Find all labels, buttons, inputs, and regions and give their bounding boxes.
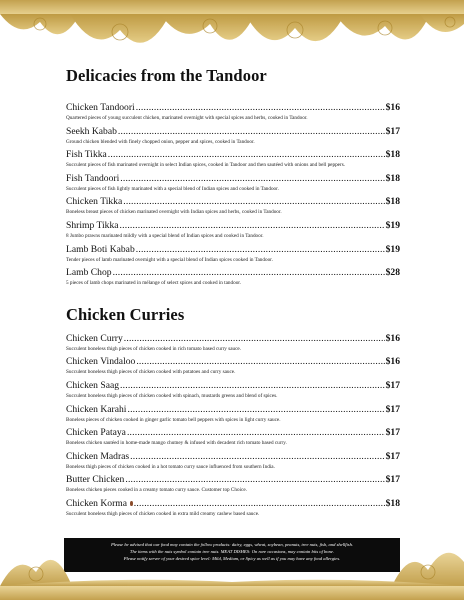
menu-item-name: Shrimp Tikka: [66, 219, 119, 231]
dot-leader: [130, 451, 384, 463]
menu-item-name: Lamb Chop: [66, 267, 112, 279]
menu-item-description: Succulent boneless thigh pieces of chicken cooked with spinach, mustards greens and blend of spices.: [66, 392, 278, 399]
menu-item-price: $17: [385, 450, 400, 462]
menu-item-description: Boneless chicken sautéed in home-made mango chutney & infused with decadent rich tomato based curry.: [66, 440, 287, 447]
menu-item-description: Tender pieces of lamb marinated overnight with a special blend of Indian spices cooked in Tandoor.: [66, 256, 273, 263]
menu-item-price: $17: [385, 403, 400, 415]
menu-item-price: $28: [385, 267, 400, 279]
notice-line: The items with the nuts symbol contain tree nuts. MEAT DISHES: On rare occasions, may contain bits of bone.: [129, 549, 335, 555]
menu-item: [66, 404, 400, 424]
menu-item: [66, 126, 400, 146]
menu-item-description: 8 Jumbo prawns marinated mildly with a special blend of Indian spices and cooked in Tandoor.: [66, 232, 264, 239]
menu-item-row: [66, 196, 400, 208]
curries-item-list: [66, 333, 400, 518]
menu-item-row: [66, 404, 400, 416]
menu-item: [66, 380, 400, 400]
menu-item-name: Chicken Curry: [66, 332, 123, 344]
menu-item-name: Chicken Korma: [66, 497, 128, 509]
nuts-icon: [130, 501, 133, 506]
menu-item-name: Chicken Saag: [66, 379, 120, 391]
menu-item: [66, 356, 400, 376]
menu-item-description: Succulent pieces of fish lightly marinated with a special blend of Indian spices and cooked in Tandoor.: [66, 185, 279, 192]
menu-item: [66, 149, 400, 169]
dot-leader: [124, 333, 385, 345]
menu-item-description: Succulent boneless thigh pieces of chicken cooked in extra mild creamy cashew based sauce.: [66, 510, 260, 517]
section-tandoor: [66, 66, 400, 287]
dot-leader: [118, 126, 385, 138]
menu-item-price: $19: [385, 219, 400, 231]
menu-item-name: Chicken Tandoori: [66, 102, 135, 113]
menu-item: [66, 220, 400, 240]
menu-item-row: [66, 126, 400, 138]
menu-item-price: $18: [385, 172, 400, 184]
menu-item-name: Fish Tikka: [66, 149, 107, 161]
menu-item-price: $17: [385, 125, 400, 137]
menu-item-row: [66, 173, 400, 185]
menu-item-name: Fish Tandoori: [66, 172, 120, 184]
menu-item-price: $17: [385, 474, 400, 486]
dot-leader: [120, 380, 385, 392]
dot-leader: [120, 220, 385, 232]
menu-item-price: $17: [385, 427, 400, 439]
menu-item-row: [66, 102, 400, 114]
section-chicken-curries: [66, 305, 400, 518]
menu-item-row: [66, 149, 400, 161]
menu-item-name: Butter Chicken: [66, 474, 125, 486]
menu-item: [66, 267, 400, 287]
menu-item: [66, 451, 400, 471]
menu-item-price: $17: [385, 379, 400, 391]
dot-leader: [123, 196, 384, 208]
menu-item-price: $16: [385, 332, 400, 344]
notice-line: Please be advised that our food may contain the follow products: dairy, eggs, wheat, soybean, peanuts, tree nuts, fish, and shellfish.: [110, 542, 354, 547]
dot-leader: [134, 498, 385, 510]
menu-item: [66, 427, 400, 447]
dot-leader: [136, 102, 385, 114]
menu-item: [66, 173, 400, 193]
dot-leader: [127, 427, 385, 439]
menu-item-name: Chicken Pataya: [66, 427, 126, 439]
menu-item: [66, 474, 400, 494]
menu-item-description: Succulent boneless thigh pieces of chicken cooked with potatoes and curry sauce.: [66, 369, 236, 376]
menu-item-price: $19: [385, 243, 400, 255]
dot-leader: [127, 404, 384, 416]
menu-item-price: $16: [385, 102, 400, 113]
menu-item-row: [66, 333, 400, 345]
menu-item-row: [66, 220, 400, 232]
dot-leader: [125, 474, 384, 486]
menu-item-row: [66, 474, 400, 486]
menu-item-name: Chicken Karahi: [66, 403, 127, 415]
menu-item-description: Boneless thigh pieces of chicken cooked in a hot tomato curry sauce influenced from southern India.: [66, 463, 275, 470]
menu-item-row: [66, 451, 400, 463]
menu-item-row: [66, 267, 400, 279]
menu-item-row: [66, 356, 400, 368]
menu-item-price: $18: [385, 149, 400, 161]
notice-line: Please notify server of your desired spice level: Mild, Medium, or Spicy as well as if you may have any food allergies.: [123, 556, 341, 562]
menu-item-price: $18: [385, 196, 400, 208]
menu-item-row: [66, 380, 400, 392]
menu-item-description: Boneless chicken pieces cooked in a creamy tomato curry sauce. Customer top Choice.: [66, 487, 247, 494]
dot-leader: [113, 267, 385, 279]
top-gold-border: [0, 0, 464, 62]
menu-item: [66, 333, 400, 353]
menu-item-name: Lamb Boti Kabab: [66, 243, 135, 255]
menu-item-price: $18: [385, 497, 400, 509]
menu-item-name: Chicken Madras: [66, 450, 130, 462]
menu-item-description: Succulent pieces of fish marinated overnight in select Indian spices, cooked in Tandoor and then sautéed with onions and bell peppers.: [66, 162, 346, 169]
dot-leader: [120, 173, 384, 185]
bottom-gold-border: [0, 532, 464, 600]
menu-item-description: Ground chicken blended with finely chopped onion, pepper and spices, cooked in Tandoor.: [66, 138, 255, 145]
section-title: Chicken Curries: [66, 304, 185, 324]
tandoor-item-list: [66, 102, 400, 287]
dot-leader: [136, 244, 385, 256]
menu-item-description: Succulent boneless thigh pieces of chicken cooked in rich tomato based curry sauce.: [66, 345, 242, 352]
dot-leader: [136, 356, 384, 368]
menu-item-row: [66, 244, 400, 256]
menu-item-row: [66, 427, 400, 439]
menu-item-price: $16: [385, 356, 400, 368]
menu-item-description: Quartered pieces of young succulent chicken, marinated overnight with special spices and herbs, cooked in Tandoor.: [66, 115, 308, 121]
menu-item: [66, 196, 400, 216]
menu-item: [66, 102, 400, 122]
menu-item: [66, 244, 400, 264]
menu-item-name: Chicken Vindaloo: [66, 356, 136, 368]
menu-item-description: 5 pieces of lamb chops marinated in mélange of select spices and cooked in tandoor.: [66, 280, 242, 287]
section-title: Delicacies from the Tandoor: [66, 66, 267, 85]
menu-item-description: Boneless breast pieces of chicken marinated overnight with Indian spices and herbs, cooked in Tandoor.: [66, 209, 282, 216]
menu-item-name: Chicken Tikka: [66, 196, 123, 208]
menu-item-name: Seekh Kabab: [66, 125, 117, 137]
menu-item: [66, 498, 400, 518]
menu-item-description: Boneless pieces of chicken cooked in ginger garlic tomato bell peppers with spices in light curry sauce.: [66, 416, 281, 423]
dot-leader: [108, 149, 385, 161]
menu-content: [66, 66, 400, 528]
menu-item-row: [66, 498, 400, 510]
